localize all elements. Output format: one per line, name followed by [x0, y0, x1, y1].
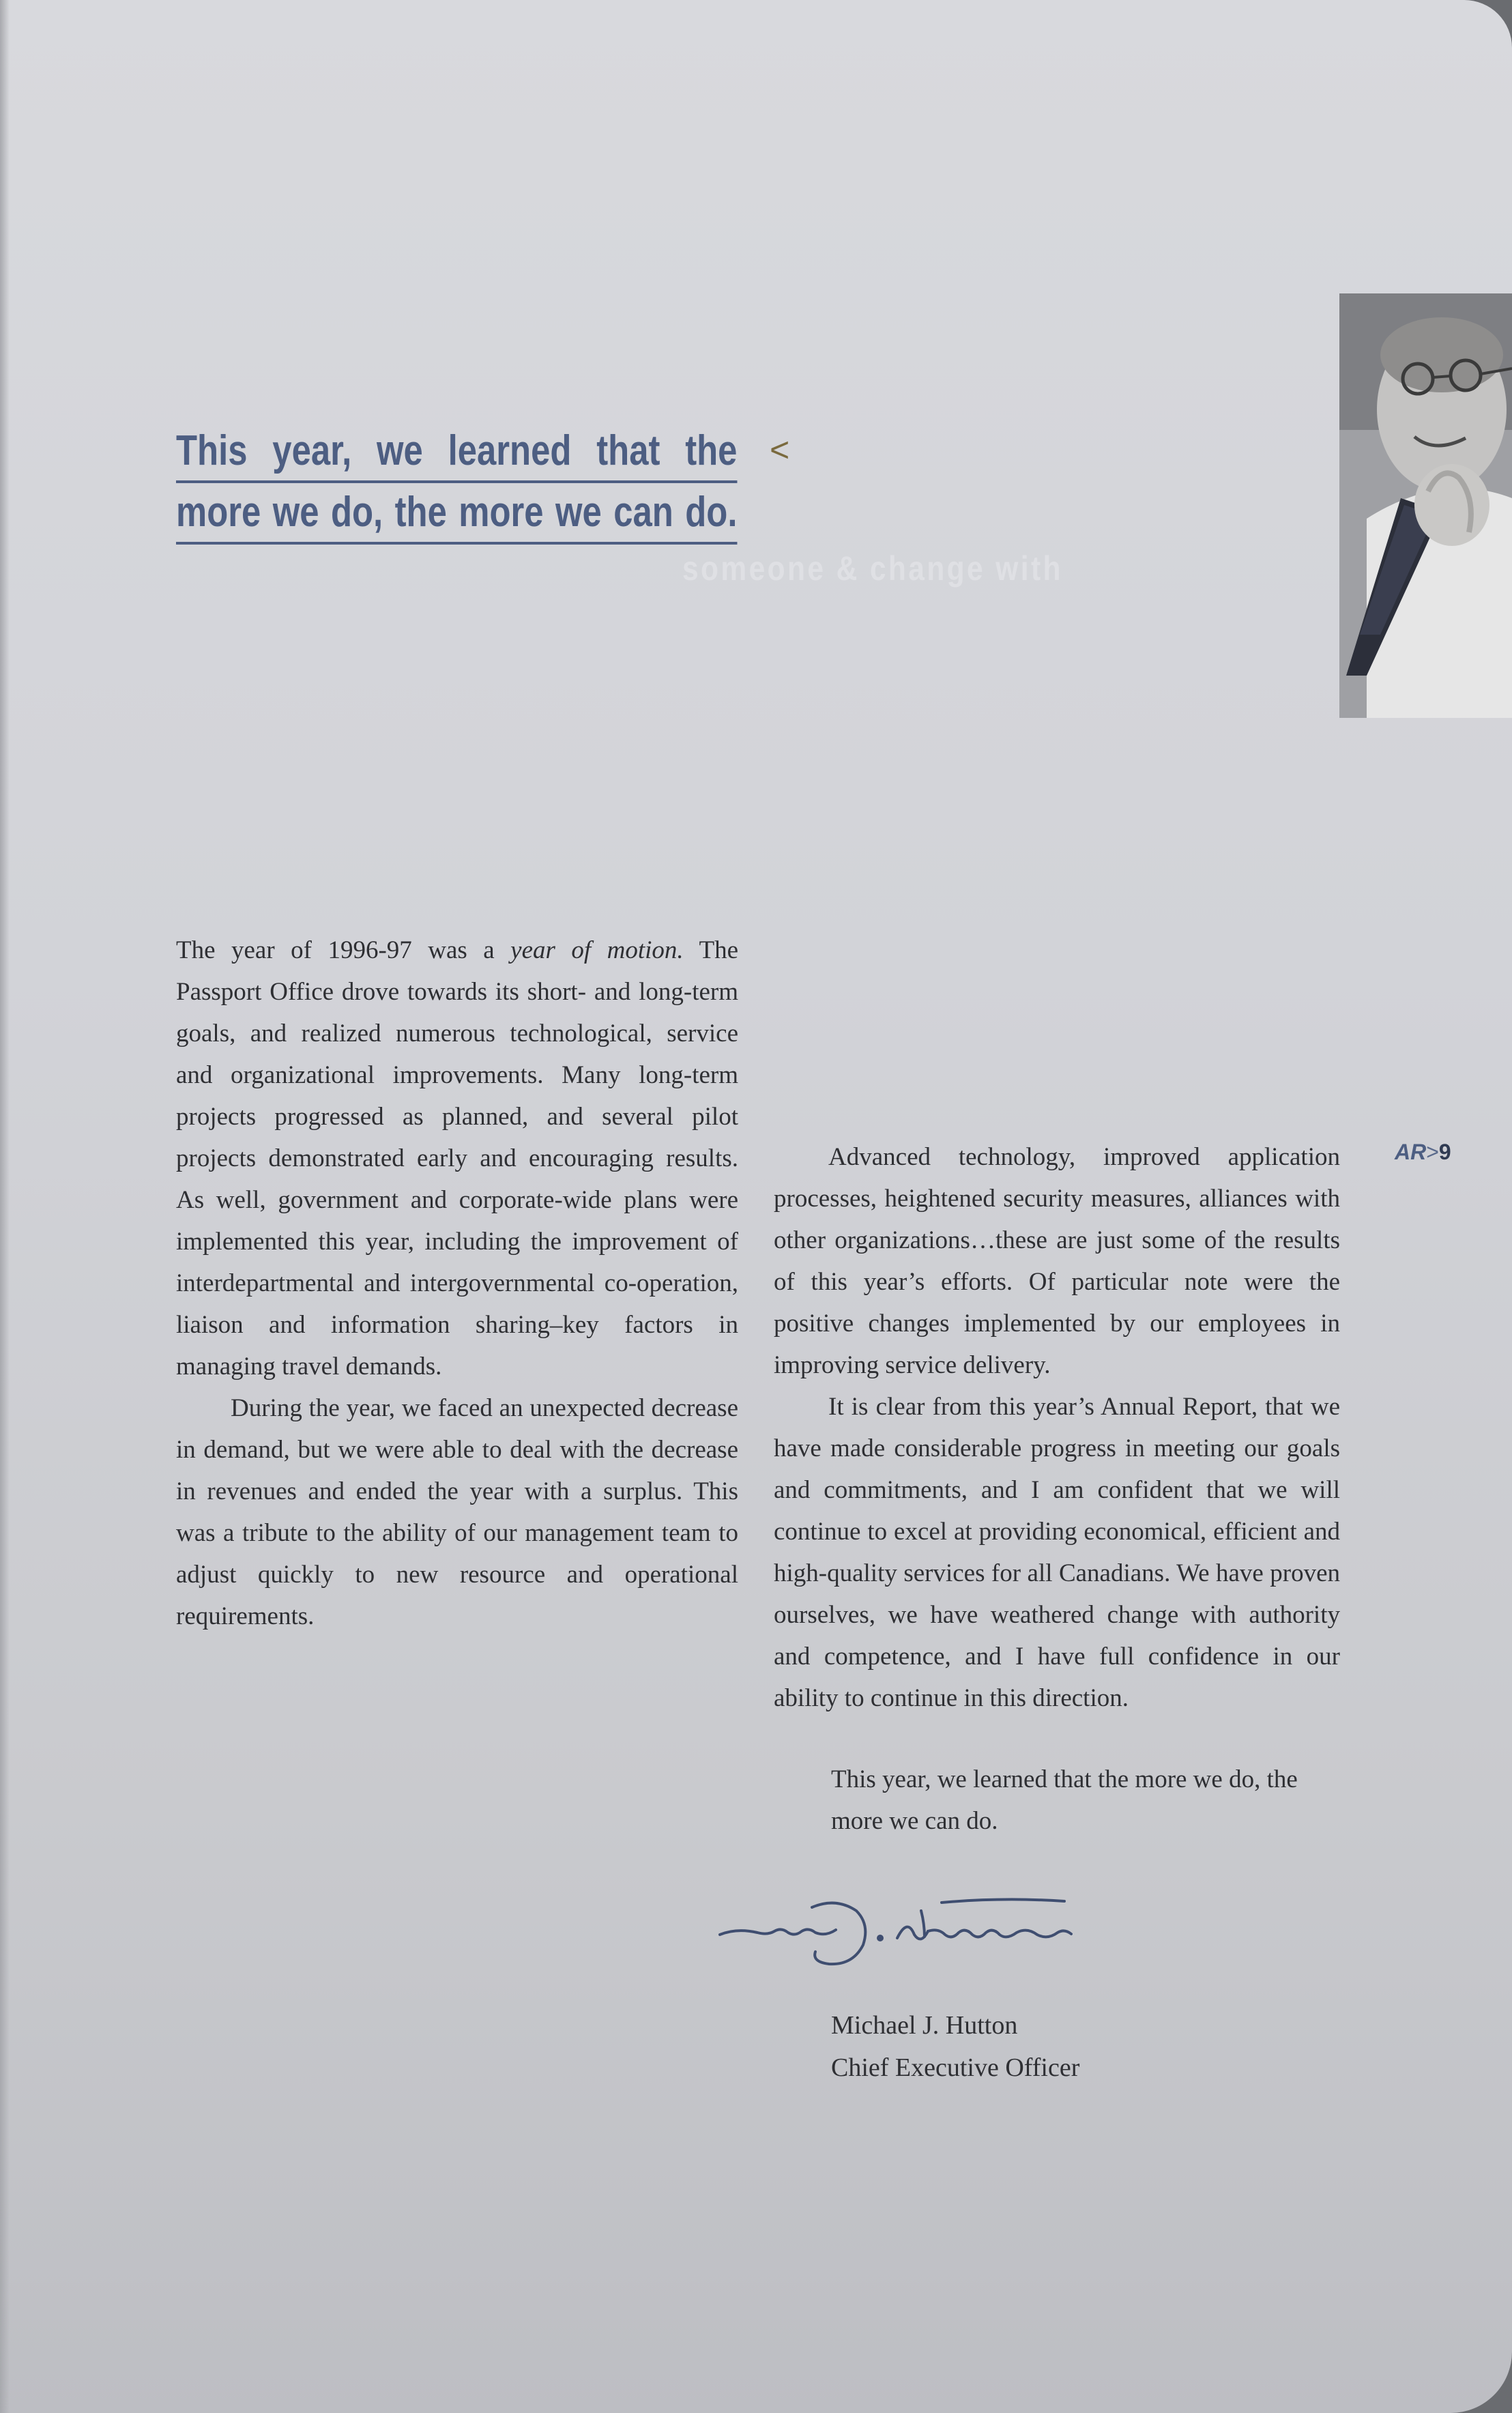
portrait-photo	[1339, 293, 1512, 718]
faint-background-text: someone & change with	[682, 549, 1063, 588]
right-text-column	[774, 1136, 1340, 1719]
page-tag-label: AR	[1395, 1140, 1427, 1164]
portrait-image	[1339, 293, 1512, 718]
closing-text: This year, we learned that the more we do, the more we can do.	[831, 1765, 1298, 1835]
right-paragraph-1: Advanced technology, improved application processes, heightened security measures, alliances with other organizations…these are just some of the results of this year’s efforts. Of particular note were the positive changes implemented by our employees in improving service delivery.	[774, 1143, 1340, 1379]
left-paragraph-1	[176, 929, 738, 1387]
signatory-title: Chief Executive Officer	[831, 2053, 1080, 2082]
right-paragraph-2: It is clear from this year’s Annual Report, that we have made considerable progress in meeting our goals and commitments, and I am confident that we will continue to excel at providing economical, efficient and high-quality services for all Canadians. We have proven ourselves, we have weathered change with authority and competence, and I have full confidence in our ability to continue in this direction.	[774, 1393, 1340, 1712]
headline	[176, 422, 738, 545]
page-tag-separator: >	[1426, 1140, 1439, 1164]
closing-statement	[831, 1759, 1350, 1842]
signatory-block	[831, 2004, 1079, 2089]
paragraph-1-text: The Passport Office drove towards its short- and long-term goals, and realized numerous technological, service and organizational improvements. Many long-term projects progressed as planned, and several pilot projects demonstrated early and encouraging results. As well, government and corporate-wide plans were implemented this year, including the improvement of interdepartmental and intergovernmental co-operation, liaison and information sharing–key factors in managing travel demands.	[176, 936, 739, 1381]
headline-line-2: more we do, the more we can do.	[176, 483, 737, 545]
signatory-name: Michael J. Hutton	[831, 2011, 1018, 2040]
signature-image	[716, 1870, 1126, 1979]
headline-line-1: This year, we learned that the	[176, 422, 737, 483]
left-paragraph-2: During the year, we faced an unexpected decrease in demand, but we were able to deal with the decrease in revenues and ended the year with a surplus. This was a tribute to the ability of our management team to adjust quickly to new resource and operational requirements.	[176, 1394, 738, 1630]
page-edge-shadow	[0, 0, 10, 2413]
left-text-column	[176, 929, 738, 1637]
intro-text: The year of 1996-97 was a	[176, 936, 511, 964]
page-number: 9	[1438, 1140, 1451, 1164]
emphasis-year-of-motion: year of motion.	[510, 936, 684, 964]
chevron-left-icon: <	[770, 431, 790, 469]
page-number-tag	[1395, 1140, 1451, 1165]
